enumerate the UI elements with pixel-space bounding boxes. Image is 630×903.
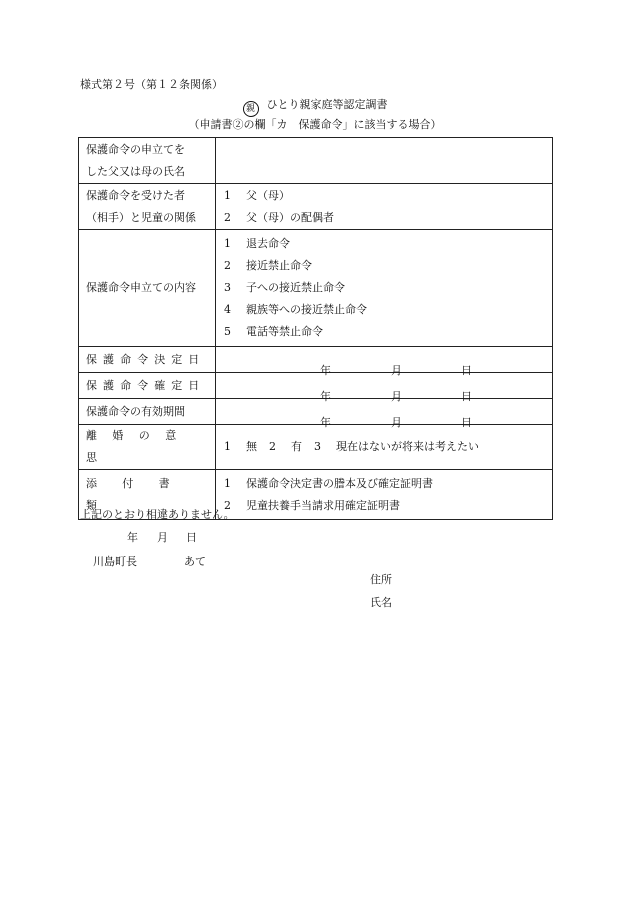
form-number: 様式第２号（第１２条関係） — [80, 78, 223, 91]
content-option[interactable]: 1 退去命令 — [224, 237, 290, 250]
day-label: 日 — [461, 389, 472, 403]
applicant-name-field[interactable] — [216, 138, 553, 184]
date-day-label: 日 — [186, 531, 197, 544]
certification-table — [78, 137, 553, 520]
table-row — [79, 184, 553, 230]
day-label: 日 — [461, 415, 472, 429]
table-row — [79, 230, 553, 347]
date-year-label: 年 — [127, 531, 138, 544]
relationship-label: 保護命令を受けた者 （相手）と児童の関係 — [79, 184, 216, 230]
table-row — [79, 347, 553, 373]
attachments-label: 添付書類 — [79, 470, 216, 520]
content-option[interactable]: 4 親族等への接近禁止命令 — [224, 303, 367, 316]
document-title — [0, 99, 630, 117]
validity-period-label: 保護命令の有効期間 — [79, 399, 216, 425]
year-label: 年 — [320, 389, 331, 403]
confirmed-date-label: 保護命令確定日 — [79, 373, 216, 399]
decision-date-label: 保護命令決定日 — [79, 347, 216, 373]
year-label: 年 — [320, 363, 331, 377]
validity-period-field[interactable] — [216, 399, 553, 429]
certification-statement: 上記のとおり相違ありません。 — [80, 508, 235, 521]
divorce-intent-label: 離婚の意思 — [79, 425, 216, 470]
table-row — [79, 373, 553, 399]
divorce-option[interactable]: 2 有 — [269, 440, 302, 453]
parent-mark-icon: 親 — [243, 101, 259, 117]
addressee-suffix: あて — [184, 555, 206, 568]
relationship-option[interactable]: 1 父（母） — [224, 188, 290, 202]
year-label: 年 — [320, 415, 331, 429]
divorce-option[interactable]: 1 無 — [224, 440, 257, 453]
applicant-label: 保護命令の申立てを した父又は母の氏名 — [79, 138, 216, 184]
decision-date-field[interactable] — [216, 347, 553, 377]
name-label: 氏名 — [370, 596, 392, 609]
attachment-option[interactable]: 1 保護命令決定書の謄本及び確定証明書 — [224, 476, 433, 490]
divorce-intent-options — [216, 425, 553, 470]
content-label: 保護命令申立ての内容 — [79, 230, 216, 347]
day-label: 日 — [461, 363, 472, 377]
relationship-options — [216, 184, 553, 230]
content-options — [216, 230, 553, 347]
table-row — [79, 425, 553, 470]
address-label: 住所 — [370, 573, 392, 586]
document-subtitle: （申請書②の欄「カ 保護命令」に該当する場合） — [188, 118, 442, 131]
month-label: 月 — [391, 363, 402, 377]
table-row — [79, 138, 553, 184]
title-text: ひとり親家庭等認定調書 — [266, 98, 388, 111]
month-label: 月 — [391, 415, 402, 429]
attachment-option[interactable]: 2 児童扶養手当請求用確定証明書 — [224, 498, 400, 512]
addressee-name: 川島町長 — [93, 555, 137, 568]
divorce-option[interactable]: 3 現在はないが将来は考えたい — [314, 440, 479, 453]
table-row — [79, 399, 553, 425]
date-month-label: 月 — [157, 531, 168, 544]
content-option[interactable]: 2 接近禁止命令 — [224, 259, 312, 272]
content-option[interactable]: 3 子への接近禁止命令 — [224, 281, 345, 294]
relationship-option[interactable]: 2 父（母）の配偶者 — [224, 210, 334, 224]
attachments-options — [216, 470, 553, 520]
content-option[interactable]: 5 電話等禁止命令 — [224, 325, 323, 338]
month-label: 月 — [391, 389, 402, 403]
confirmed-date-field[interactable] — [216, 373, 553, 403]
